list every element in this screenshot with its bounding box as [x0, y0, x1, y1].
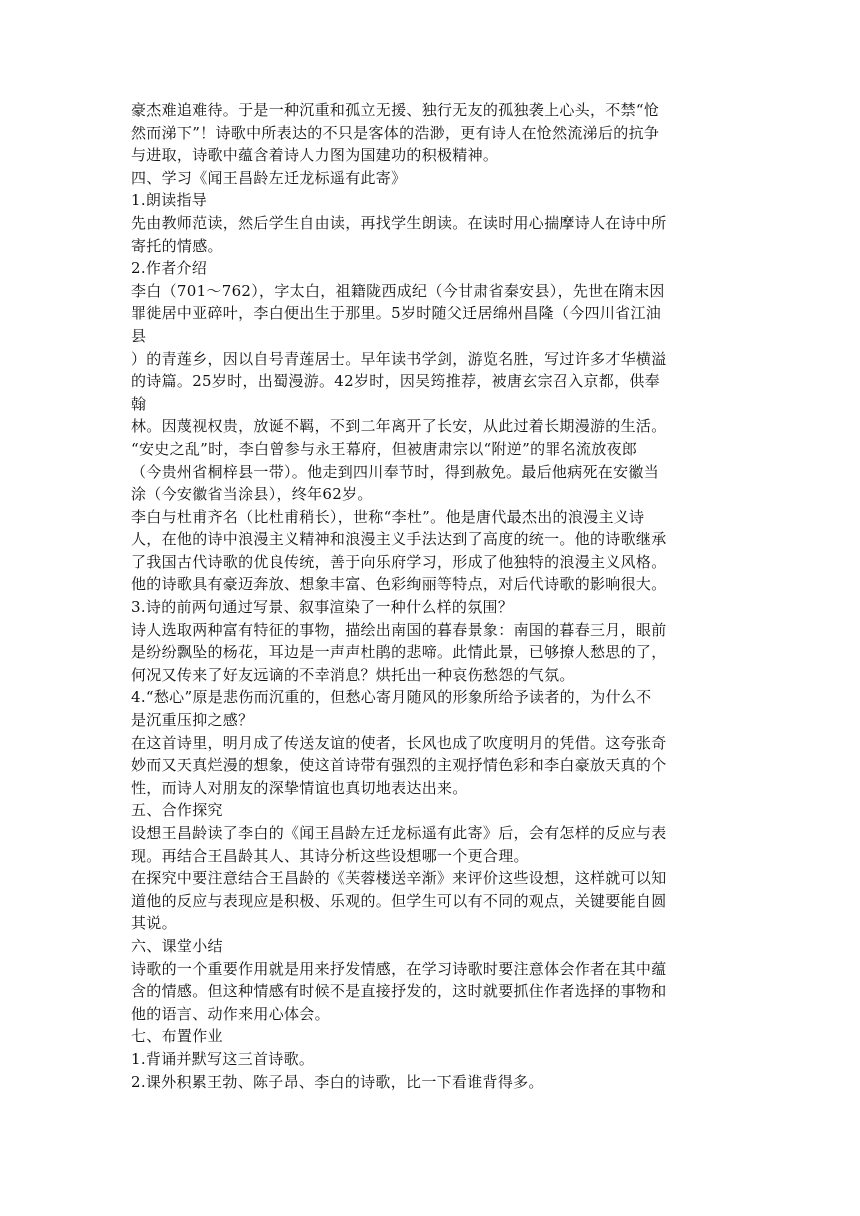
section-heading: 四、学习《闻王昌龄左迁龙标遥有此寄》	[131, 168, 407, 187]
text-line: 与进取，诗歌中蕴含着诗人力图为国建功的积极精神。	[131, 146, 499, 165]
text-line: 在探究中要注意结合王昌龄的《芙蓉楼送辛渐》来评价这些设想，这样就可以知	[131, 869, 667, 888]
text-line: 现。再结合王昌龄其人、其诗分析这些设想哪一个更合理。	[131, 846, 529, 865]
homework-item: 1.背诵并默写这三首诗歌。	[131, 1049, 315, 1068]
subsection-heading: 2.作者介绍	[131, 259, 208, 278]
subsection-heading: 1.朗读指导	[131, 191, 208, 210]
text-line: 人，在他的诗中浪漫主义精神和浪漫主义手法达到了高度的统一。他的诗歌继承	[131, 530, 667, 549]
text-line: 含的情感。但这种情感有时候不是直接抒发的，这时就要抓住作者选择的事物和	[131, 982, 667, 1001]
text-line: 先由教师范读，然后学生自由读，再找学生朗读。在读时用心揣摩诗人在诗中所	[131, 213, 667, 232]
text-line: 诗歌的一个重要作用就是用来抒发情感，在学习诗歌时要注意体会作者在其中蕴	[131, 959, 667, 978]
text-line: 他的诗歌具有豪迈奔放、想象丰富、色彩绚丽等特点，对后代诗歌的影响很大。	[131, 575, 667, 594]
text-line: “安史之乱”时，李白曾参与永王幕府，但被唐肃宗以“附逆”的罪名流放夜郎	[131, 439, 638, 458]
text-line: 妙而又天真烂漫的想象，使这首诗带有强烈的主观抒情色彩和李白豪放天真的个	[131, 756, 667, 775]
text-line: 性，而诗人对朋友的深挚情谊也真切地表达出来。	[131, 778, 468, 797]
text-line: ）的青莲乡，因以自号青莲居士。早年读书学剑，游览名胜，写过许多才华横溢	[131, 349, 667, 368]
text-line: 寄托的情感。	[131, 236, 223, 255]
homework-item: 2.课外积累王勃、陈子昂、李白的诗歌，比一下看谁背得多。	[131, 1072, 544, 1091]
section-heading: 七、布置作业	[131, 1027, 223, 1046]
text-line: 豪杰难追难待。于是一种沉重和孤立无援、独行无友的孤独袭上心头，不禁“怆	[131, 101, 660, 119]
text-line: 李白（701～762），字太白，祖籍陇西成纪（今甘肃省秦安县），先世在隋末因	[131, 281, 665, 300]
text-line: 了我国古代诗歌的优良传统，善于向乐府学习，形成了他独特的浪漫主义风格。	[131, 552, 667, 571]
text-line: 何况又传来了好友远谪的不幸消息？烘托出一种哀伤愁怨的气氛。	[131, 665, 575, 684]
text-line: 涂（今安徽省当涂县），终年62岁。	[131, 485, 373, 504]
text-line: 在这首诗里，明月成了传送友谊的使者，长风也成了吹度明月的凭借。这夸张奇	[131, 733, 667, 752]
text-line: 其说。	[131, 914, 177, 933]
text-line: 道他的反应与表现应是积极、乐观的。但学生可以有不同的观点，关键要能自圆	[131, 891, 667, 910]
text-line: 他的语言、动作来用心体会。	[131, 1004, 330, 1023]
document-page	[131, 99, 741, 1093]
text-line: 然而涕下”！诗歌中所表达的不只是客体的浩渺，更有诗人在怆然流涕后的抗争	[131, 123, 660, 142]
text-line: 设想王昌龄读了李白的《闻王昌龄左迁龙标遥有此寄》后，会有怎样的反应与表	[131, 824, 667, 842]
text-line: 的诗篇。25岁时，出蜀漫游。42岁时，因吴筠推荐，被唐玄宗召入京都，供奉	[131, 372, 660, 391]
text-line: 罪徙居中亚碎叶，李白便出生于那里。5岁时随父迁居绵州昌隆（今四川省江油	[131, 304, 662, 323]
text-line: （今贵州省桐梓县一带）。他走到四川奉节时，得到赦免。最后他病死在安徽当	[131, 462, 660, 481]
text-line: 翰	[131, 394, 147, 413]
text-line: 是纷纷飘坠的杨花，耳边是一声声杜鹃的悲啼。此情此景，已够撩人愁思的了，	[131, 643, 667, 662]
question-line: 是沉重压抑之感？	[131, 711, 254, 730]
question-line: 3.诗的前两句通过写景、叙事渲染了一种什么样的氛围？	[131, 598, 514, 617]
text-line: 县	[131, 326, 147, 345]
section-heading: 六、课堂小结	[131, 936, 223, 955]
text-line: 林。因蔑视权贵，放诞不羁，不到二年离开了长安，从此过着长期漫游的生活。	[131, 417, 667, 436]
text-line: 诗人选取两种富有特征的事物，描绘出南国的暮春景象：南国的暮春三月，眼前	[131, 620, 667, 639]
section-heading: 五、合作探究	[131, 801, 223, 820]
question-line: 4.“愁心”原是悲伤而沉重的，但愁心寄月随风的形象所给予读者的，为什么不	[131, 688, 652, 707]
text-line: 李白与杜甫齐名（比杜甫稍长），世称“李杜”。他是唐代最杰出的浪漫主义诗	[131, 507, 645, 526]
